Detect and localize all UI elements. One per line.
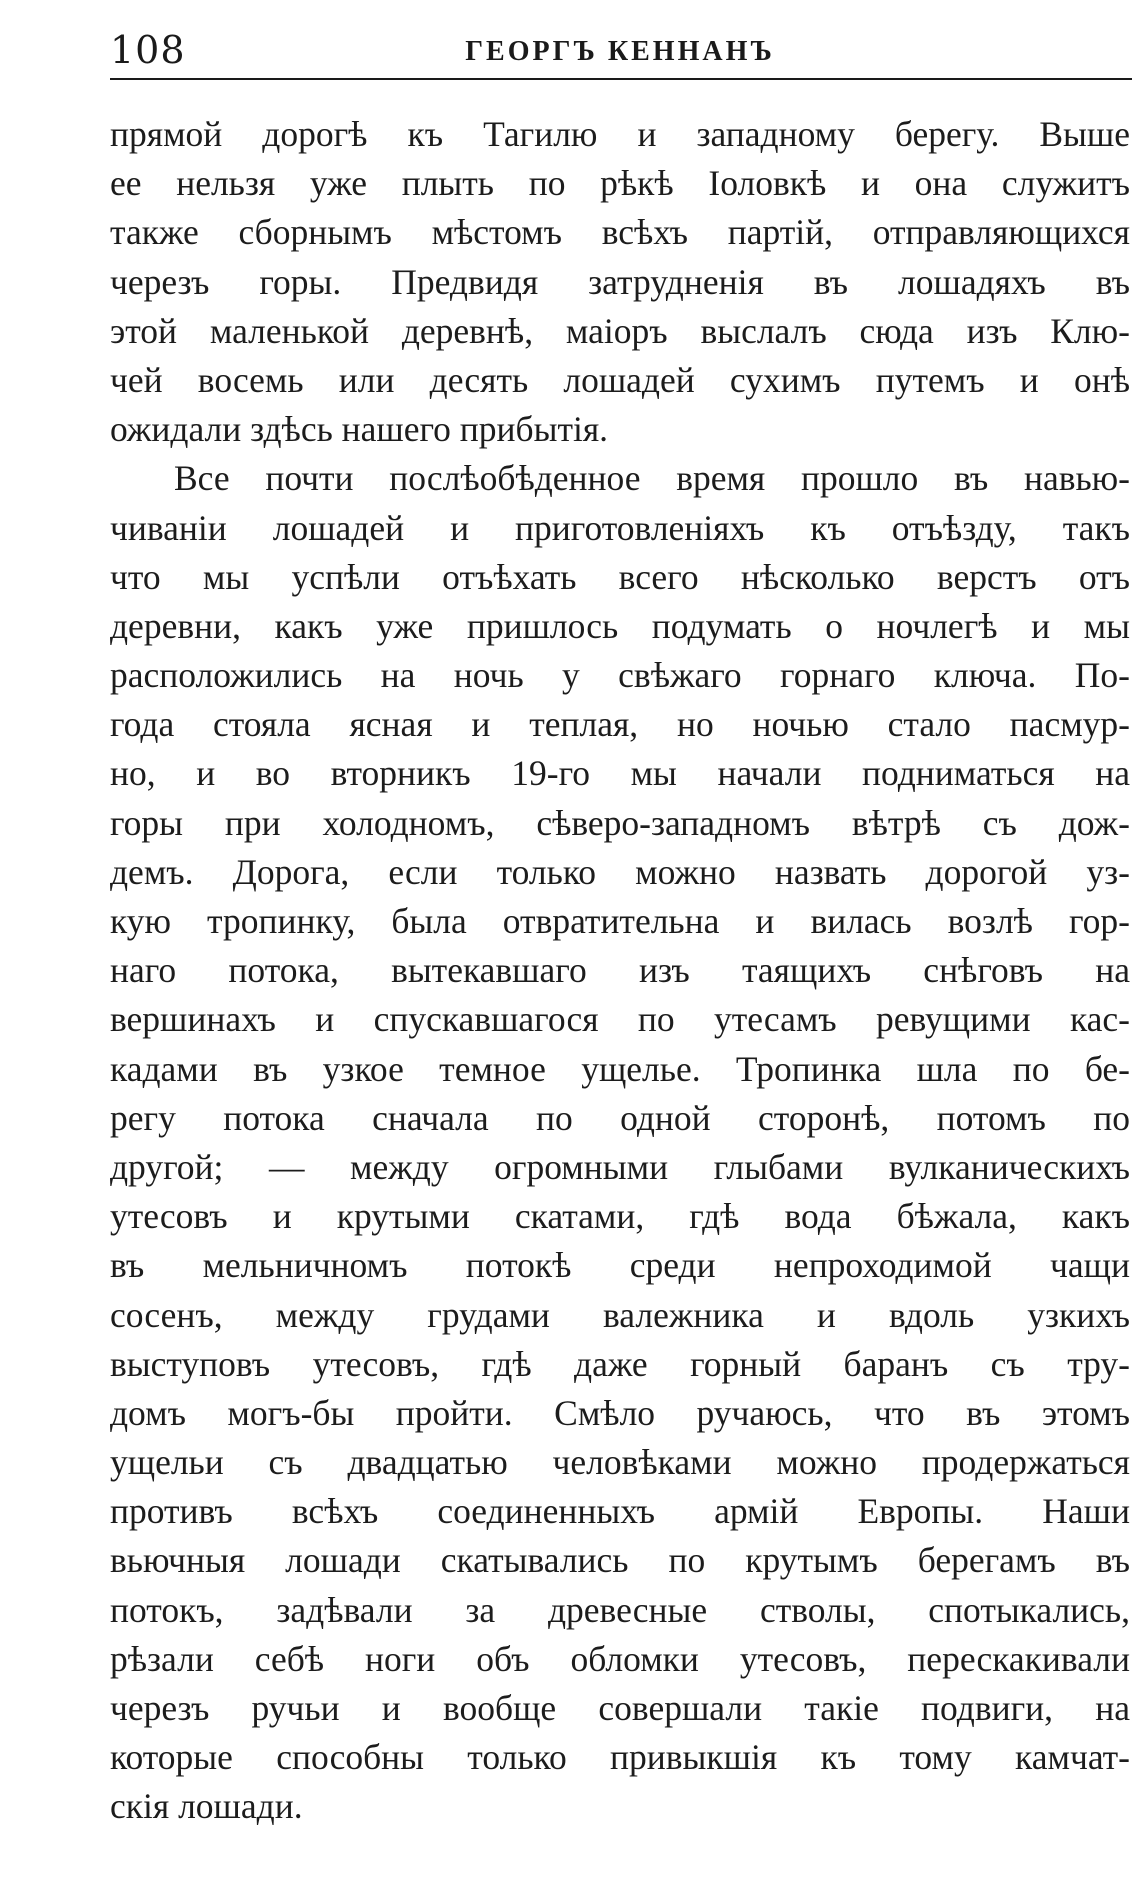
text-line: противъ всѣхъ соединенныхъ армій Европы. Наши	[110, 1491, 1130, 1532]
text-line: демъ. Дорога, если только можно назвать дорогой уз-	[110, 851, 1130, 892]
text-line: наго потока, вытекавшаго изъ таящихъ снѣговъ на	[110, 950, 1130, 991]
text-line: ожидали здѣсь нашего прибытія.	[110, 409, 609, 450]
text-line: расположились на ночь у свѣжаго горнаго ключа. По-	[110, 655, 1130, 696]
text-line: чей восемь или десять лошадей сухимъ путемъ и онѣ	[110, 359, 1130, 400]
header-rule	[110, 78, 1132, 80]
running-head: ГЕОРГЪ КЕННАНЪ	[465, 36, 775, 67]
text-line: черезъ ручьи и вообще совершали такіе подвиги, на	[110, 1688, 1130, 1728]
text-line: которые способны только привыкшія къ тому камчат-	[110, 1737, 1130, 1778]
text-line: рѣзали себѣ ноги объ обломки утесовъ, перескакивали	[110, 1638, 1130, 1679]
text-line: въ мельничномъ потокѣ среди непроходимой чащи	[110, 1245, 1130, 1286]
text-line: что мы успѣли отъѣхать всего нѣсколько верстъ отъ	[110, 556, 1130, 597]
text-line: потокъ, задѣвали за древесные стволы, спотыкались,	[110, 1589, 1130, 1630]
text-line: но, и во вторникъ 19-го мы начали подниматься на	[110, 753, 1130, 794]
text-line: горы при холодномъ, сѣверо-западномъ вѣтрѣ съ дож-	[110, 802, 1130, 843]
text-line: сосенъ, между грудами валежника и вдоль узкихъ	[110, 1294, 1130, 1335]
body-text	[110, 110, 1130, 1832]
text-line: деревни, какъ уже пришлось подумать о ночлегѣ и мы	[110, 605, 1130, 646]
text-line: прямой дорогѣ къ Тагилю и западному берегу. Выше	[110, 114, 1130, 154]
paragraph-1	[110, 110, 1130, 454]
text-line: кадами въ узкое темное ущелье. Тропинка шла по бе-	[110, 1048, 1130, 1089]
paragraph-2	[110, 454, 1130, 1831]
text-line: также сборнымъ мѣстомъ всѣхъ партій, отправляющихся	[110, 212, 1130, 253]
text-line: скія лошади.	[110, 1786, 303, 1827]
text-line: кую тропинку, была отвратительна и вилась возлѣ гор-	[110, 901, 1130, 941]
text-line: этой маленькой деревнѣ, маіоръ выслалъ сюда изъ Клю-	[110, 310, 1130, 351]
text-line: ее нельзя уже плыть по рѣкѣ Іоловкѣ и она служитъ	[110, 163, 1130, 204]
text-line: другой; — между огромными глыбами вулканическихъ	[110, 1146, 1130, 1187]
text-line: вьючныя лошади скатывались по крутымъ берегамъ въ	[110, 1540, 1130, 1581]
text-line: выступовъ утесовъ, гдѣ даже горный баранъ съ тру-	[110, 1343, 1130, 1384]
text-line: года стояла ясная и теплая, но ночью стало пасмур-	[110, 704, 1130, 745]
page-number: 108	[110, 28, 186, 72]
text-line: черезъ горы. Предвидя затрудненія въ лошадяхъ въ	[110, 261, 1130, 302]
text-line: чиваніи лошадей и приготовленіяхъ къ отъѣзду, такъ	[110, 507, 1130, 548]
text-line: утесовъ и крутыми скатами, гдѣ вода бѣжала, какъ	[110, 1196, 1130, 1237]
text-line: Все почти послѣобѣденное время прошло въ навью-	[174, 458, 1130, 499]
page-header	[110, 22, 1130, 78]
text-line: вершинахъ и спускавшагося по утесамъ ревущими кас-	[110, 999, 1130, 1040]
text-line: домъ могъ-бы пройти. Смѣло ручаюсь, что въ этомъ	[110, 1392, 1130, 1433]
text-line: регу потока сначала по одной сторонѣ, потомъ по	[110, 1097, 1130, 1138]
text-line: ущельи съ двадцатью человѣками можно продержаться	[110, 1442, 1130, 1483]
